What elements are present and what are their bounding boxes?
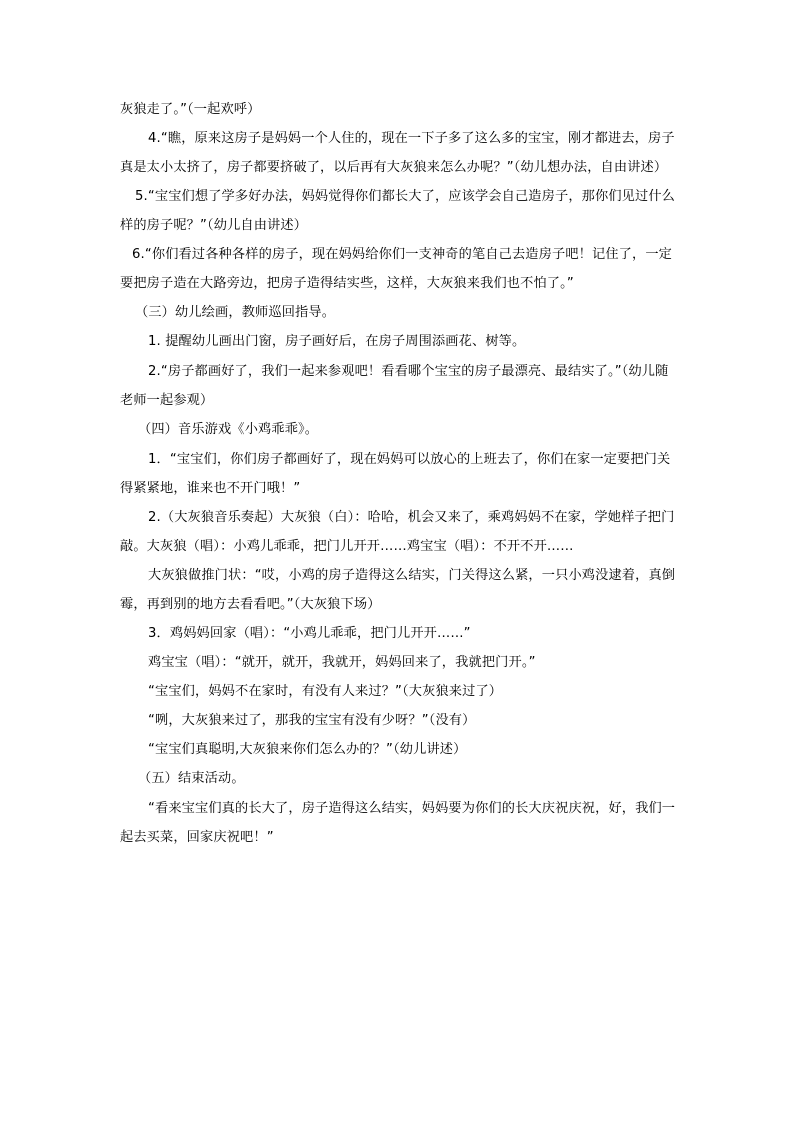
text-line: 3．鸡妈妈回家（唱）：“小鸡儿乖乖，把门儿开开……” bbox=[148, 626, 471, 641]
text-line: 5.“宝宝们想了学多好办法，妈妈觉得你们都长大了，应该学会自己造房子，那你们见过什么 bbox=[135, 189, 676, 204]
text-line: 敲。大灰狼（唱）：小鸡儿乖乖，把门儿开开……鸡宝宝（唱）：不开不开…… bbox=[120, 539, 574, 554]
text-line: 起去买菜，回家庆祝吧！” bbox=[120, 830, 274, 845]
text-line: 霉，再到别的地方去看看吧。”（大灰狼下场） bbox=[120, 597, 381, 612]
text-line: 真是太小太挤了，房子都要挤破了，以后再有大灰狼来怎么办呢？”（幼儿想办法，自由讲述） bbox=[120, 160, 668, 175]
text-line: 4.“瞧，原来这房子是妈妈一个人住的，现在一下子多了这么多的宝宝，刚才都进去，房子 bbox=[148, 131, 675, 146]
text-line: 大灰狼做推门状：“哎，小鸡的房子造得这么结实，门关得这么紧，一只小鸡没逮着，真倒 bbox=[148, 568, 676, 583]
text-line: 2.“房子都画好了，我们一起来参观吧！看看哪个宝宝的房子最漂亮、最结实了。”（幼儿随 bbox=[148, 364, 669, 379]
section-heading: （四）音乐游戏《小鸡乖乖》。 bbox=[138, 422, 319, 437]
text-line: 样的房子呢？”（幼儿自由讲述） bbox=[120, 218, 308, 233]
section-heading: （五）结束活动。 bbox=[138, 771, 245, 786]
text-line: “宝宝们，妈妈不在家时，有没有人来过？”（大灰狼来过了） bbox=[148, 684, 503, 699]
text-line: “看来宝宝们真的长大了，房子造得这么结实，妈妈要为你们的长大庆祝庆祝，好，我们一 bbox=[148, 801, 676, 816]
text-line: 6.“你们看过各种各样的房子，现在妈妈给你们一支神奇的笔自己去造房子吧！记住了，一定 bbox=[132, 247, 673, 262]
text-line: 要把房子造在大路旁边，把房子造得结实些，这样，大灰狼来我们也不怕了。” bbox=[120, 276, 574, 291]
section-heading: （三）幼儿绘画，教师巡回指导。 bbox=[135, 305, 336, 320]
text-line: 1. 提醒幼儿画出门窗，房子画好后，在房子周围添画花、树等。 bbox=[148, 334, 526, 349]
text-line: 鸡宝宝（唱）：“就开，就开，我就开，妈妈回来了，我就把门开。” bbox=[148, 655, 536, 670]
text-line: 2.（大灰狼音乐奏起）大灰狼（白）：哈哈，机会又来了，乘鸡妈妈不在家，学她样子把门 bbox=[148, 510, 675, 525]
text-line: 灰狼走了。”（一起欢呼） bbox=[120, 102, 261, 117]
text-line: “宝宝们真聪明,大灰狼来你们怎么办的？”（幼儿讲述） bbox=[148, 742, 467, 757]
text-line: 老师一起参观） bbox=[120, 393, 214, 408]
text-line: “咧，大灰狼来过了，那我的宝宝有没有少呀？”（没有） bbox=[148, 713, 476, 728]
text-line: 1．“宝宝们，你们房子都画好了，现在妈妈可以放心的上班去了，你们在家一定要把门关 bbox=[148, 452, 671, 467]
text-line: 得紧紧地，谁来也不开门哦！” bbox=[120, 481, 301, 496]
